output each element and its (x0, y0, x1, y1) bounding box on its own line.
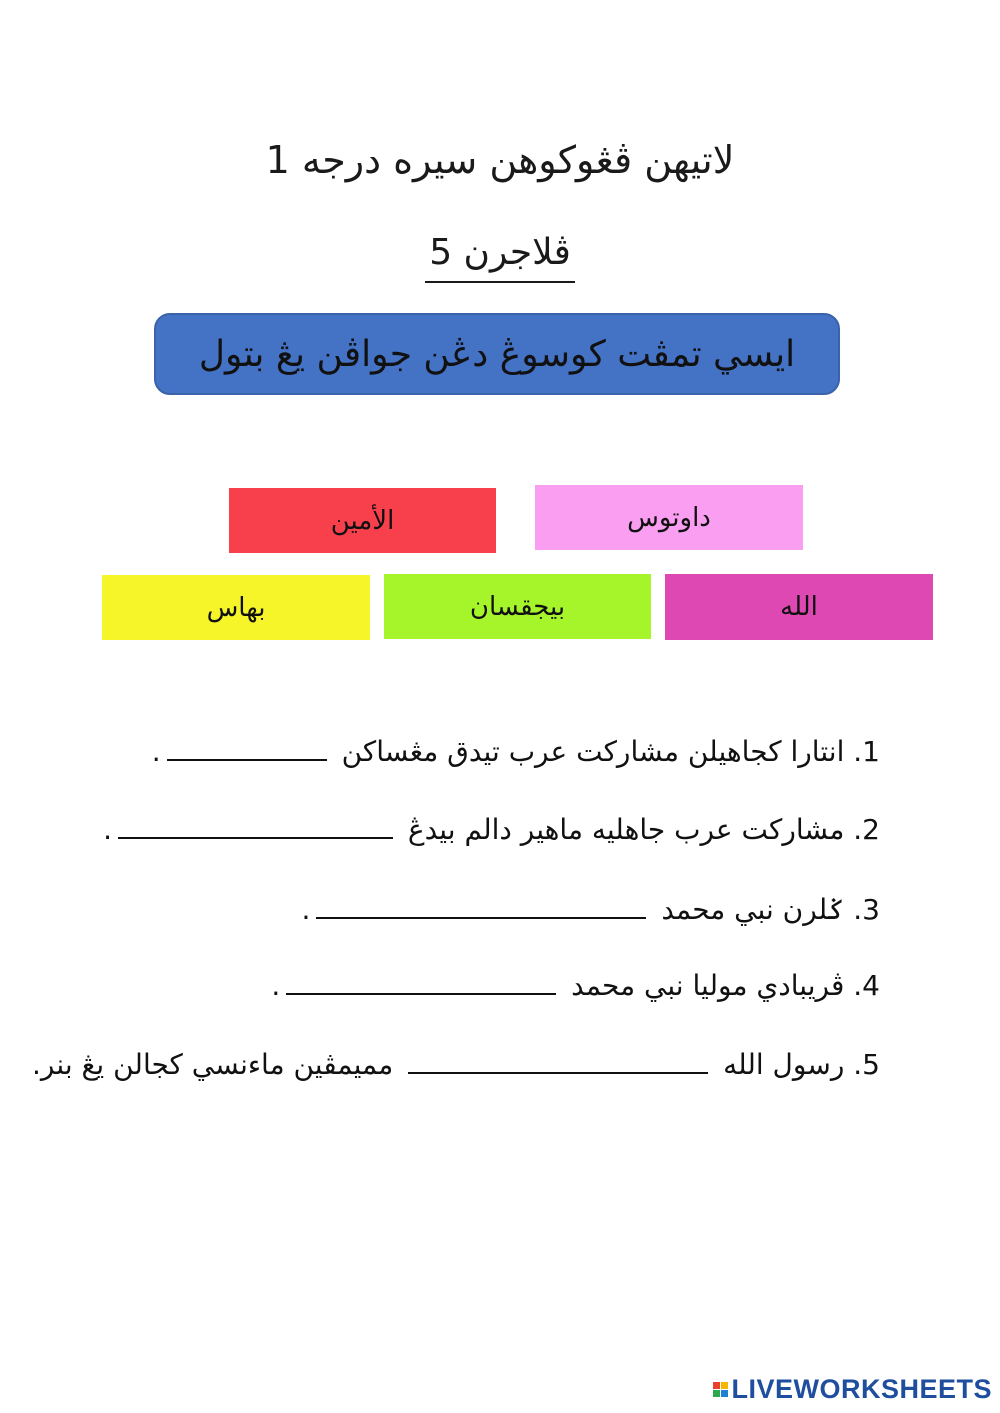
question-text: انتارا كجاهيلن مشاركت عرب تيدق مڠساكن (341, 735, 845, 768)
question-number: 5. (853, 1048, 880, 1081)
instruction-banner (154, 313, 840, 395)
logo-mark-icon (713, 1382, 728, 1397)
question-end: . (271, 969, 281, 1002)
page-title: لاتيهن ڤڠوكوهن سيره درجه 1 (265, 138, 735, 182)
answer-blank[interactable] (167, 733, 327, 761)
question-number: 3. (853, 893, 880, 926)
answer-blank[interactable] (408, 1046, 708, 1074)
question-number: 2. (853, 813, 880, 846)
lesson-subtitle: ڤلاجرن 5 (425, 225, 575, 283)
question-text: مشاركت عرب جاهليه ماهير دالم بيدڠ (407, 813, 845, 846)
liveworksheets-logo (713, 1374, 992, 1405)
question-1 (152, 732, 880, 772)
logo-square (721, 1390, 728, 1397)
question-number: 1. (853, 735, 880, 768)
word-tile-dautus[interactable] (535, 485, 803, 550)
instruction-text: ايسي تمڤت كوسوڠ دڠن جواڤن يڠ بتول (198, 333, 796, 375)
logo-text: LIVEWORKSHEETS (731, 1374, 992, 1404)
word-tile-label: داوتوس (627, 502, 711, 533)
word-tile-label: بهاس (206, 592, 266, 623)
question-end: مميمڤين ماءنسي كجالن يڠ بنر. (32, 1048, 394, 1081)
question-4 (271, 966, 880, 1006)
word-tile-bijaksana[interactable] (384, 574, 651, 639)
word-tile-alamin[interactable] (229, 488, 496, 553)
question-end: . (103, 813, 112, 846)
question-end: . (151, 735, 161, 768)
question-number: 4. (853, 969, 880, 1002)
answer-blank[interactable] (286, 967, 556, 995)
answer-blank[interactable] (118, 811, 393, 839)
question-text: رسول الله (723, 1048, 845, 1081)
logo-square (721, 1382, 728, 1389)
question-text: ݢلرن نبي محمد (661, 893, 845, 926)
logo-square (713, 1390, 720, 1397)
word-tile-label: الله (780, 592, 818, 622)
word-tile-bahasa[interactable] (102, 575, 370, 640)
question-text: ڤريبادي موليا نبي محمد (571, 969, 845, 1002)
question-2 (103, 810, 880, 850)
word-tile-label: بيجقسان (469, 591, 566, 622)
word-tile-allah[interactable] (665, 574, 933, 640)
answer-blank[interactable] (316, 891, 646, 919)
logo-square (713, 1382, 720, 1389)
word-tile-label: الأمين (330, 505, 395, 536)
question-3 (302, 890, 880, 930)
question-5 (32, 1045, 880, 1085)
question-end: . (301, 893, 311, 926)
